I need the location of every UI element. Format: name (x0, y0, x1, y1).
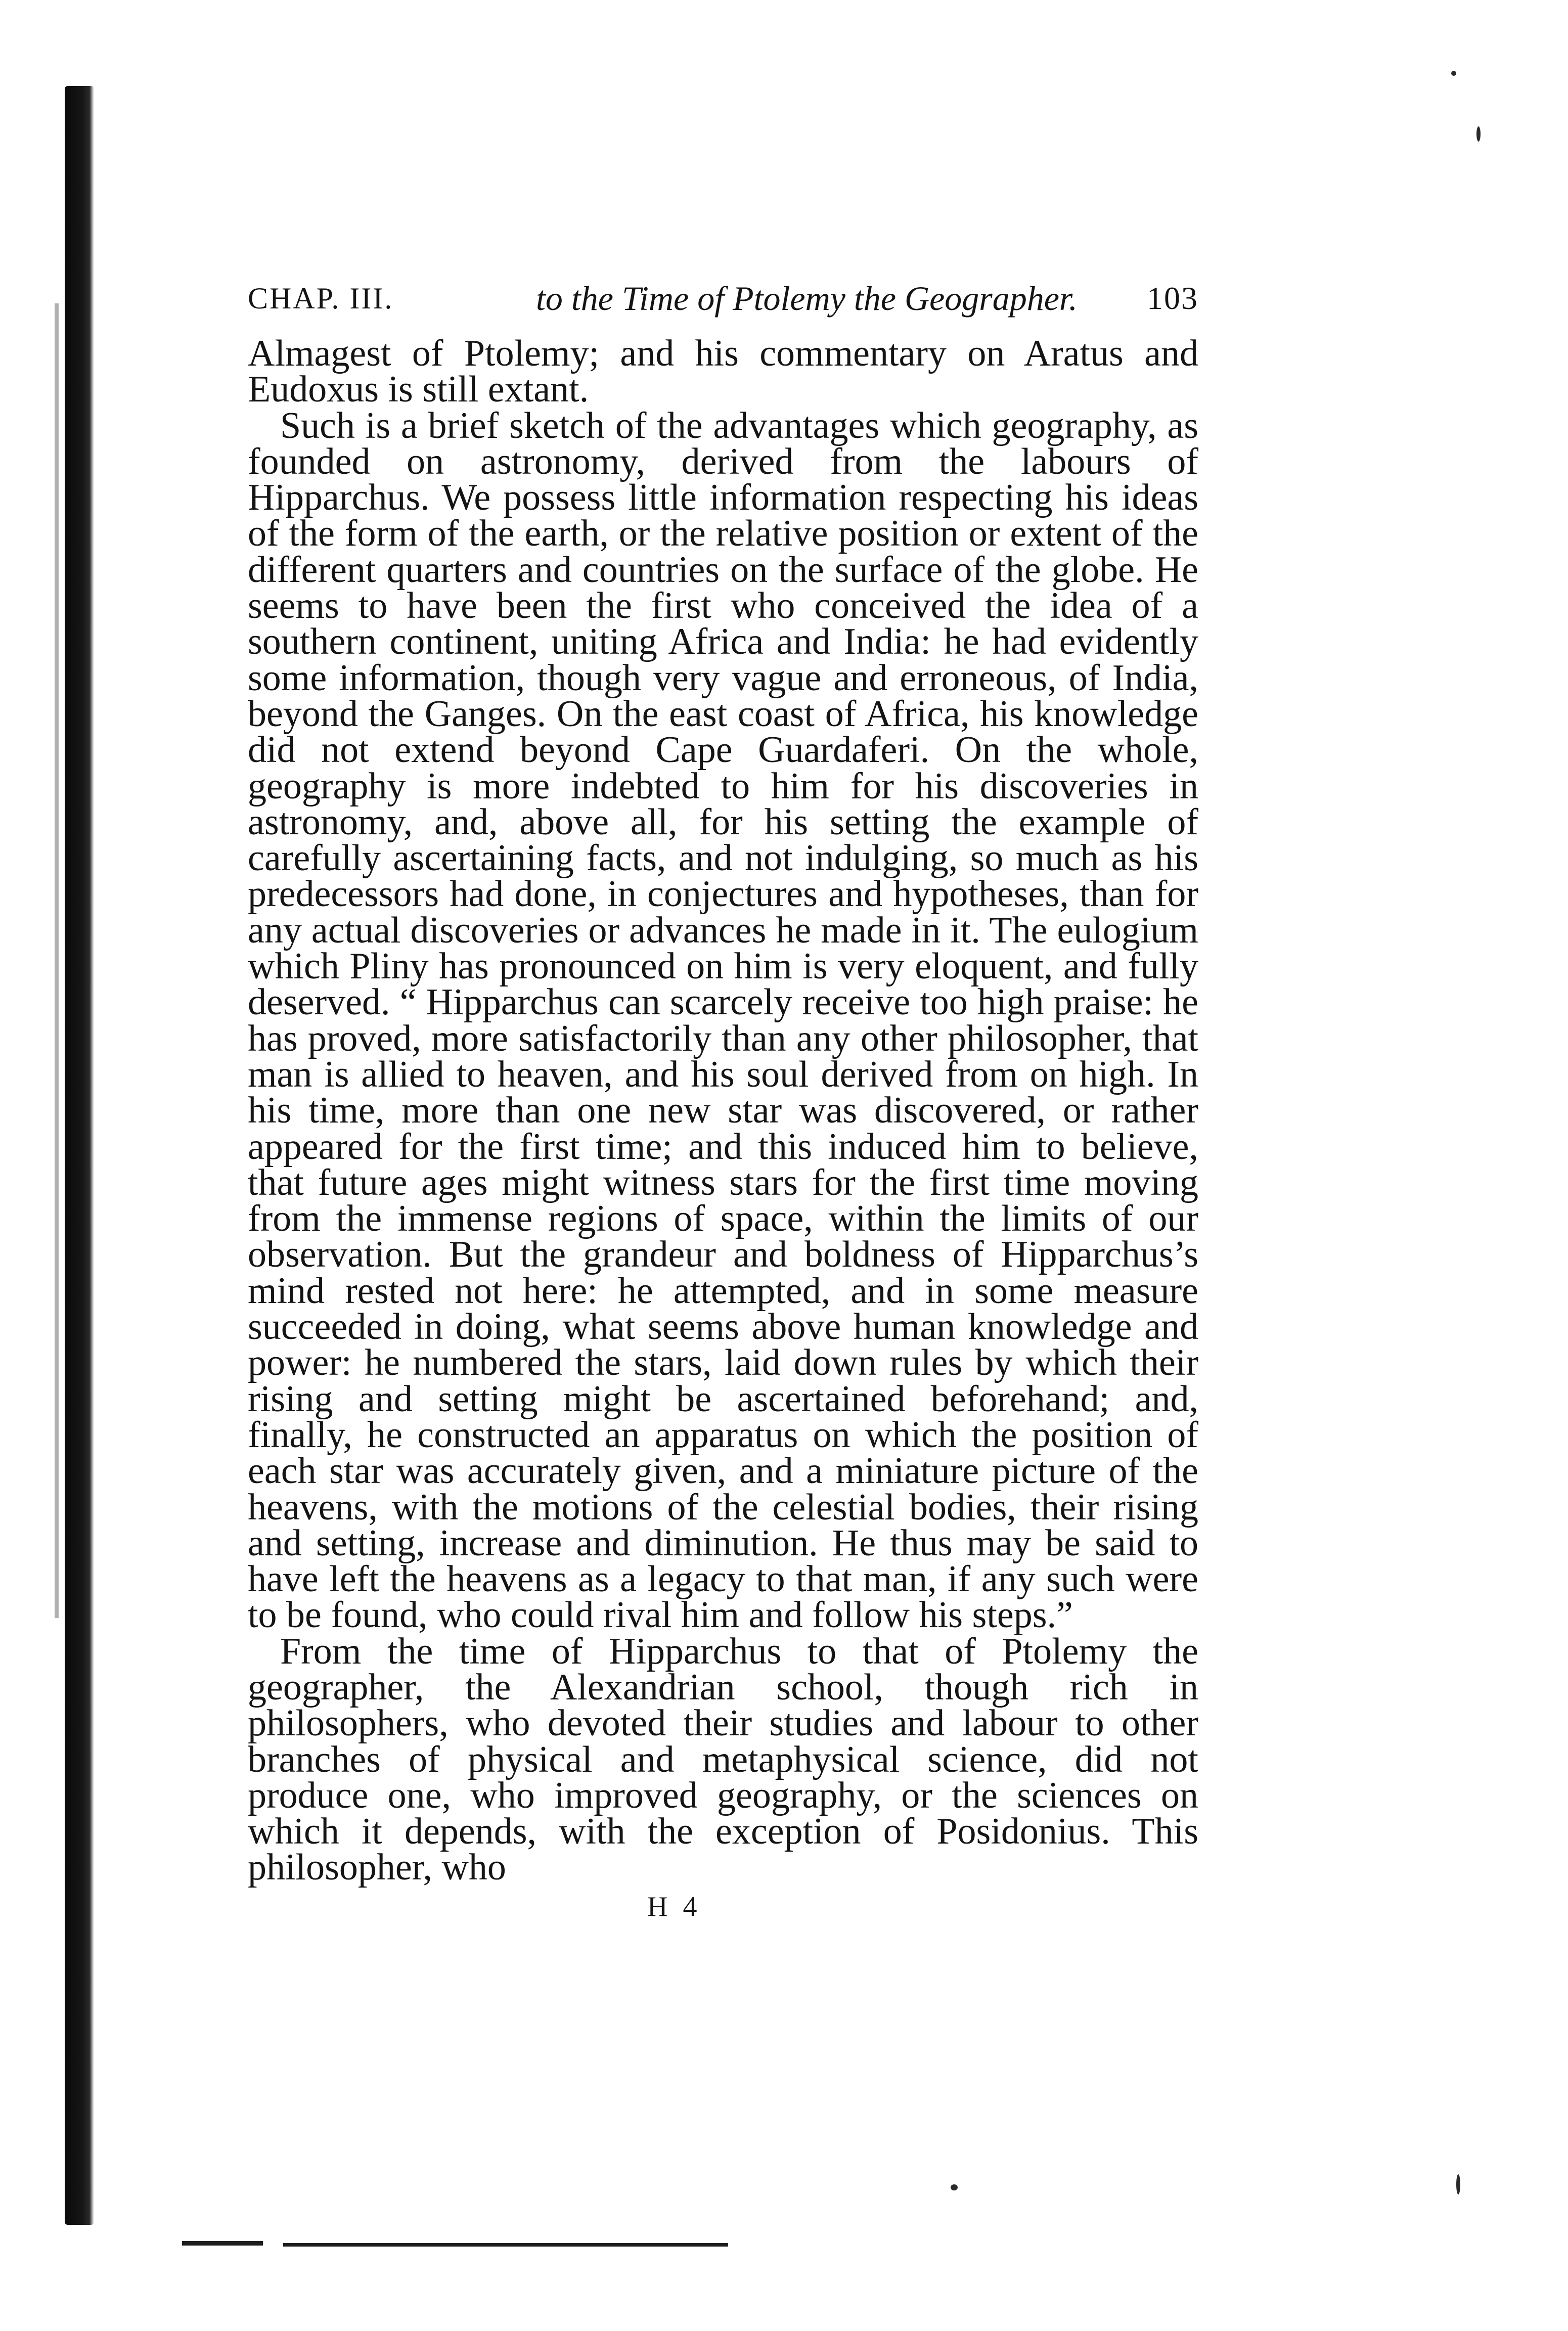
scan-speck (1476, 126, 1481, 142)
body-text (248, 333, 1198, 1889)
signature-mark: H 4 (647, 1891, 701, 1922)
binding-shadow (65, 86, 94, 2225)
bottom-scan-mark-right (283, 2243, 728, 2247)
running-head (248, 273, 1198, 324)
running-title: to the Time of Ptolemy the Geographer. (536, 279, 1078, 318)
scan-speck (1451, 71, 1456, 76)
page-number: 103 (1147, 280, 1198, 316)
paragraph-continued: Almagest of Ptolemy; and his commentary on Aratus and Eudoxus is still extant. (248, 333, 1198, 411)
paragraph-hipparchus: Such is a brief sketch of the advantages which geography, as founded on astronomy, derived from the labours of Hipparchus. We possess little information respecting his ideas of the form of the earth, or the relative position or extent of the different quarters and countries on the surface of the globe. He seems to have been the first who conceived the idea of a southern continent, uniting Africa and India: he had evidently some information, though very vague and erroneous, of India, beyond the Ganges. On the east coast of Africa, his knowledge did not extend beyond Cape Guardaferi. On the whole, geography is more indebted to him for his discoveries in astronomy, and, above all, for his setting the example of carefully ascertaining facts, and not indulging, so much as his predecessors had done, in conjectures and hypotheses, than for any actual discoveries or advances he made in it. The eulogium which Pliny has pronounced on him is very eloquent, and fully deserved. “ Hipparchus can scarcely receive too high praise: he has proved, more satisfactorily than any other philosopher, that man is allied to heaven, and his soul derived from on high. In his time, more than one new star was discovered, or rather appeared for the first time; and this induced him to believe, that future ages might witness stars for the first time moving from the immense regions of space, within the limits of our observation. But the grandeur and boldness of Hipparchus’s mind rested not here: he attempted, and in some measure succeeded in doing, what seems above human knowledge and power: he numbered the stars, laid down rules by which their rising and setting might be ascertained beforehand; and, finally, he constructed an apparatus on which the position of each star was accurately given, and a miniature picture of the heavens, with the motions of the celestial bodies, their rising and setting, increase and diminution. He thus may be said to have left the heavens as a legacy to that man, if any such were to be found, who could rival him and follow his steps.” (248, 405, 1198, 1636)
chapter-label: CHAP. III. (248, 282, 394, 315)
text-block (248, 273, 1198, 1924)
scan-speck (951, 2184, 958, 2190)
scan-speck (1456, 2174, 1460, 2194)
binding-edge-line (55, 303, 59, 1618)
bottom-scan-mark-left (182, 2241, 263, 2246)
paragraph-posidonius: From the time of Hipparchus to that of Ptolemy the geographer, the Alexandrian school, though rich in philosophers, who devoted their studies and labour to other branches of physical and metaphysical science, did not produce one, who improved geography, or the sciences on which it depends, with the exception of Posidonius. This philosopher, who (248, 1630, 1198, 1889)
